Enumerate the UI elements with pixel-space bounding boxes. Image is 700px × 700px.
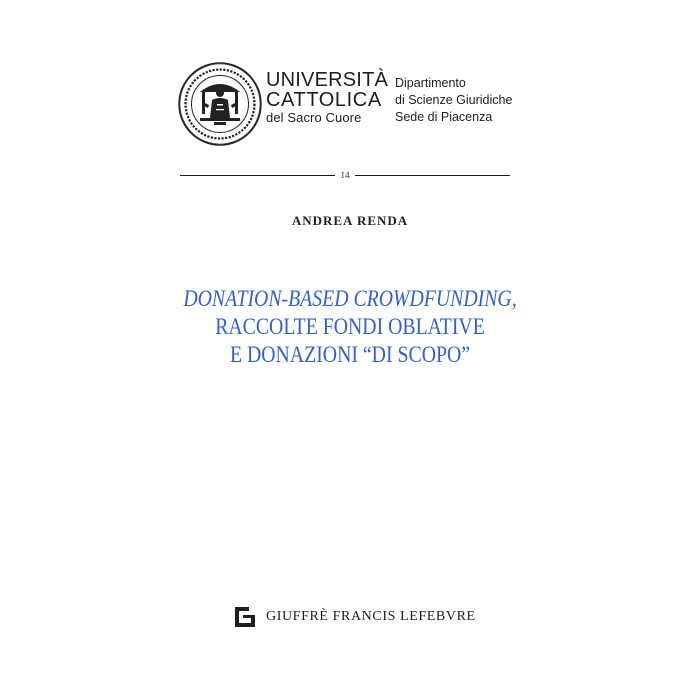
university-line-1: UNIVERSITÀ [266,69,389,91]
publisher-name: GIUFFRÈ FRANCIS LEFEBVRE [266,609,476,624]
divider-left [180,175,335,176]
department-line-2: di Scienze Giuridiche [395,93,513,107]
university-line-2: CATTOLICA [266,89,382,111]
university-name [266,69,389,125]
department-info [395,75,535,126]
university-line-3: del Sacro Cuore [266,110,362,125]
title-line-3: E DONAZIONI “DI SCOPO” [229,342,471,367]
title-line-1: DONATION-BASED CROWDFUNDING, [183,286,517,311]
publisher [234,606,476,628]
series-number: 14 [340,170,350,180]
title-line-2: RACCOLTE FONDI OBLATIVE [215,314,485,339]
publisher-logo-icon [234,606,256,628]
department-line-3: Sede di Piacenza [395,110,493,124]
university-seal-logo [178,62,262,146]
book-title [126,285,573,369]
author-name: ANDREA RENDA [291,213,409,228]
department-line-1: Dipartimento [395,76,466,90]
divider-right [355,175,510,176]
